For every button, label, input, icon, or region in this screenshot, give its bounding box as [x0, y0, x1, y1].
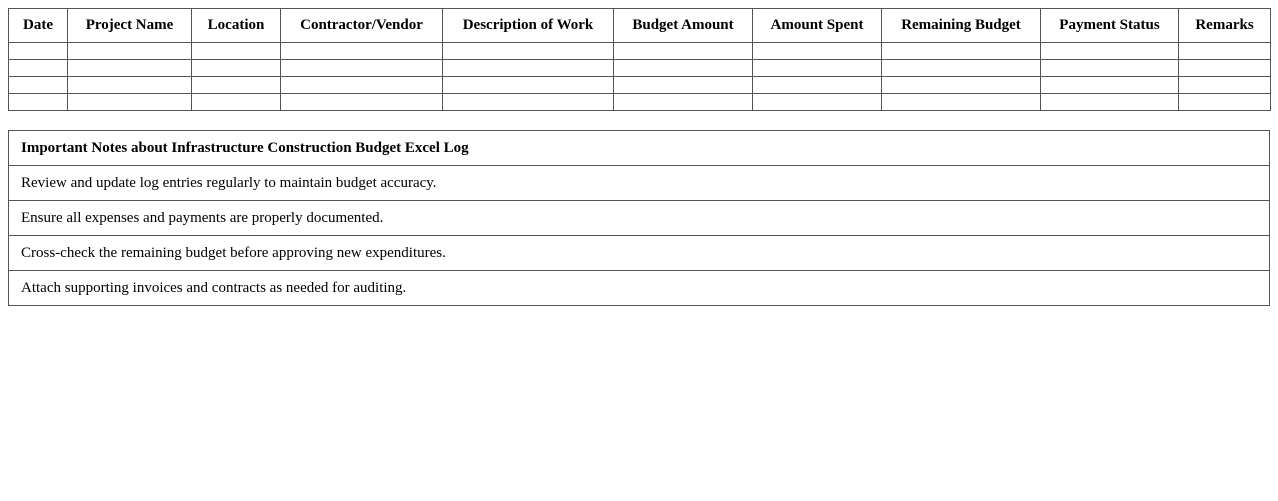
column-header-remarks: Remarks: [1179, 9, 1271, 43]
table-cell[interactable]: [1179, 77, 1271, 94]
table-row: [9, 77, 1271, 94]
table-cell[interactable]: [614, 60, 753, 77]
note-row: [9, 236, 1270, 271]
column-header-amount-spent: Amount Spent: [753, 9, 882, 43]
table-cell[interactable]: [68, 43, 192, 60]
table-cell[interactable]: [9, 43, 68, 60]
notes-title: Important Notes about Infrastructure Construction Budget Excel Log: [9, 131, 1270, 166]
table-cell[interactable]: [1179, 43, 1271, 60]
note-row: [9, 271, 1270, 306]
table-cell[interactable]: [882, 77, 1041, 94]
table-cell[interactable]: [1041, 94, 1179, 111]
table-cell[interactable]: [614, 43, 753, 60]
table-cell[interactable]: [753, 94, 882, 111]
table-cell[interactable]: [68, 77, 192, 94]
budget-log-table: [8, 8, 1271, 111]
table-cell[interactable]: [192, 43, 281, 60]
note-item: Cross-check the remaining budget before approving new expenditures.: [9, 236, 1270, 271]
table-cell[interactable]: [753, 77, 882, 94]
table-cell[interactable]: [1041, 60, 1179, 77]
table-cell[interactable]: [1179, 60, 1271, 77]
note-item: Review and update log entries regularly to maintain budget accuracy.: [9, 166, 1270, 201]
table-row: [9, 43, 1271, 60]
column-header-location: Location: [192, 9, 281, 43]
note-item: Ensure all expenses and payments are properly documented.: [9, 201, 1270, 236]
column-header-project-name: Project Name: [68, 9, 192, 43]
table-cell[interactable]: [443, 77, 614, 94]
column-header-payment-status: Payment Status: [1041, 9, 1179, 43]
column-header-date: Date: [9, 9, 68, 43]
table-cell[interactable]: [281, 43, 443, 60]
table-cell[interactable]: [192, 77, 281, 94]
important-notes-table: [8, 130, 1270, 306]
table-cell[interactable]: [281, 77, 443, 94]
table-cell[interactable]: [68, 94, 192, 111]
table-cell[interactable]: [753, 43, 882, 60]
table-row: [9, 60, 1271, 77]
table-header-row: [9, 9, 1271, 43]
table-cell[interactable]: [281, 94, 443, 111]
table-cell[interactable]: [1179, 94, 1271, 111]
table-cell[interactable]: [882, 43, 1041, 60]
table-row: [9, 94, 1271, 111]
table-cell[interactable]: [443, 60, 614, 77]
table-cell[interactable]: [9, 60, 68, 77]
table-cell[interactable]: [1041, 77, 1179, 94]
column-header-description-of-work: Description of Work: [443, 9, 614, 43]
note-row: [9, 166, 1270, 201]
table-cell[interactable]: [882, 94, 1041, 111]
table-cell[interactable]: [614, 94, 753, 111]
table-cell[interactable]: [882, 60, 1041, 77]
notes-title-row: [9, 131, 1270, 166]
table-cell[interactable]: [192, 60, 281, 77]
table-cell[interactable]: [753, 60, 882, 77]
table-cell[interactable]: [68, 60, 192, 77]
table-cell[interactable]: [443, 94, 614, 111]
table-cell[interactable]: [614, 77, 753, 94]
note-row: [9, 201, 1270, 236]
table-cell[interactable]: [1041, 43, 1179, 60]
table-cell[interactable]: [9, 94, 68, 111]
table-cell[interactable]: [443, 43, 614, 60]
note-item: Attach supporting invoices and contracts as needed for auditing.: [9, 271, 1270, 306]
column-header-remaining-budget: Remaining Budget: [882, 9, 1041, 43]
column-header-contractor-vendor: Contractor/Vendor: [281, 9, 443, 43]
column-header-budget-amount: Budget Amount: [614, 9, 753, 43]
table-cell[interactable]: [281, 60, 443, 77]
table-cell[interactable]: [192, 94, 281, 111]
table-cell[interactable]: [9, 77, 68, 94]
